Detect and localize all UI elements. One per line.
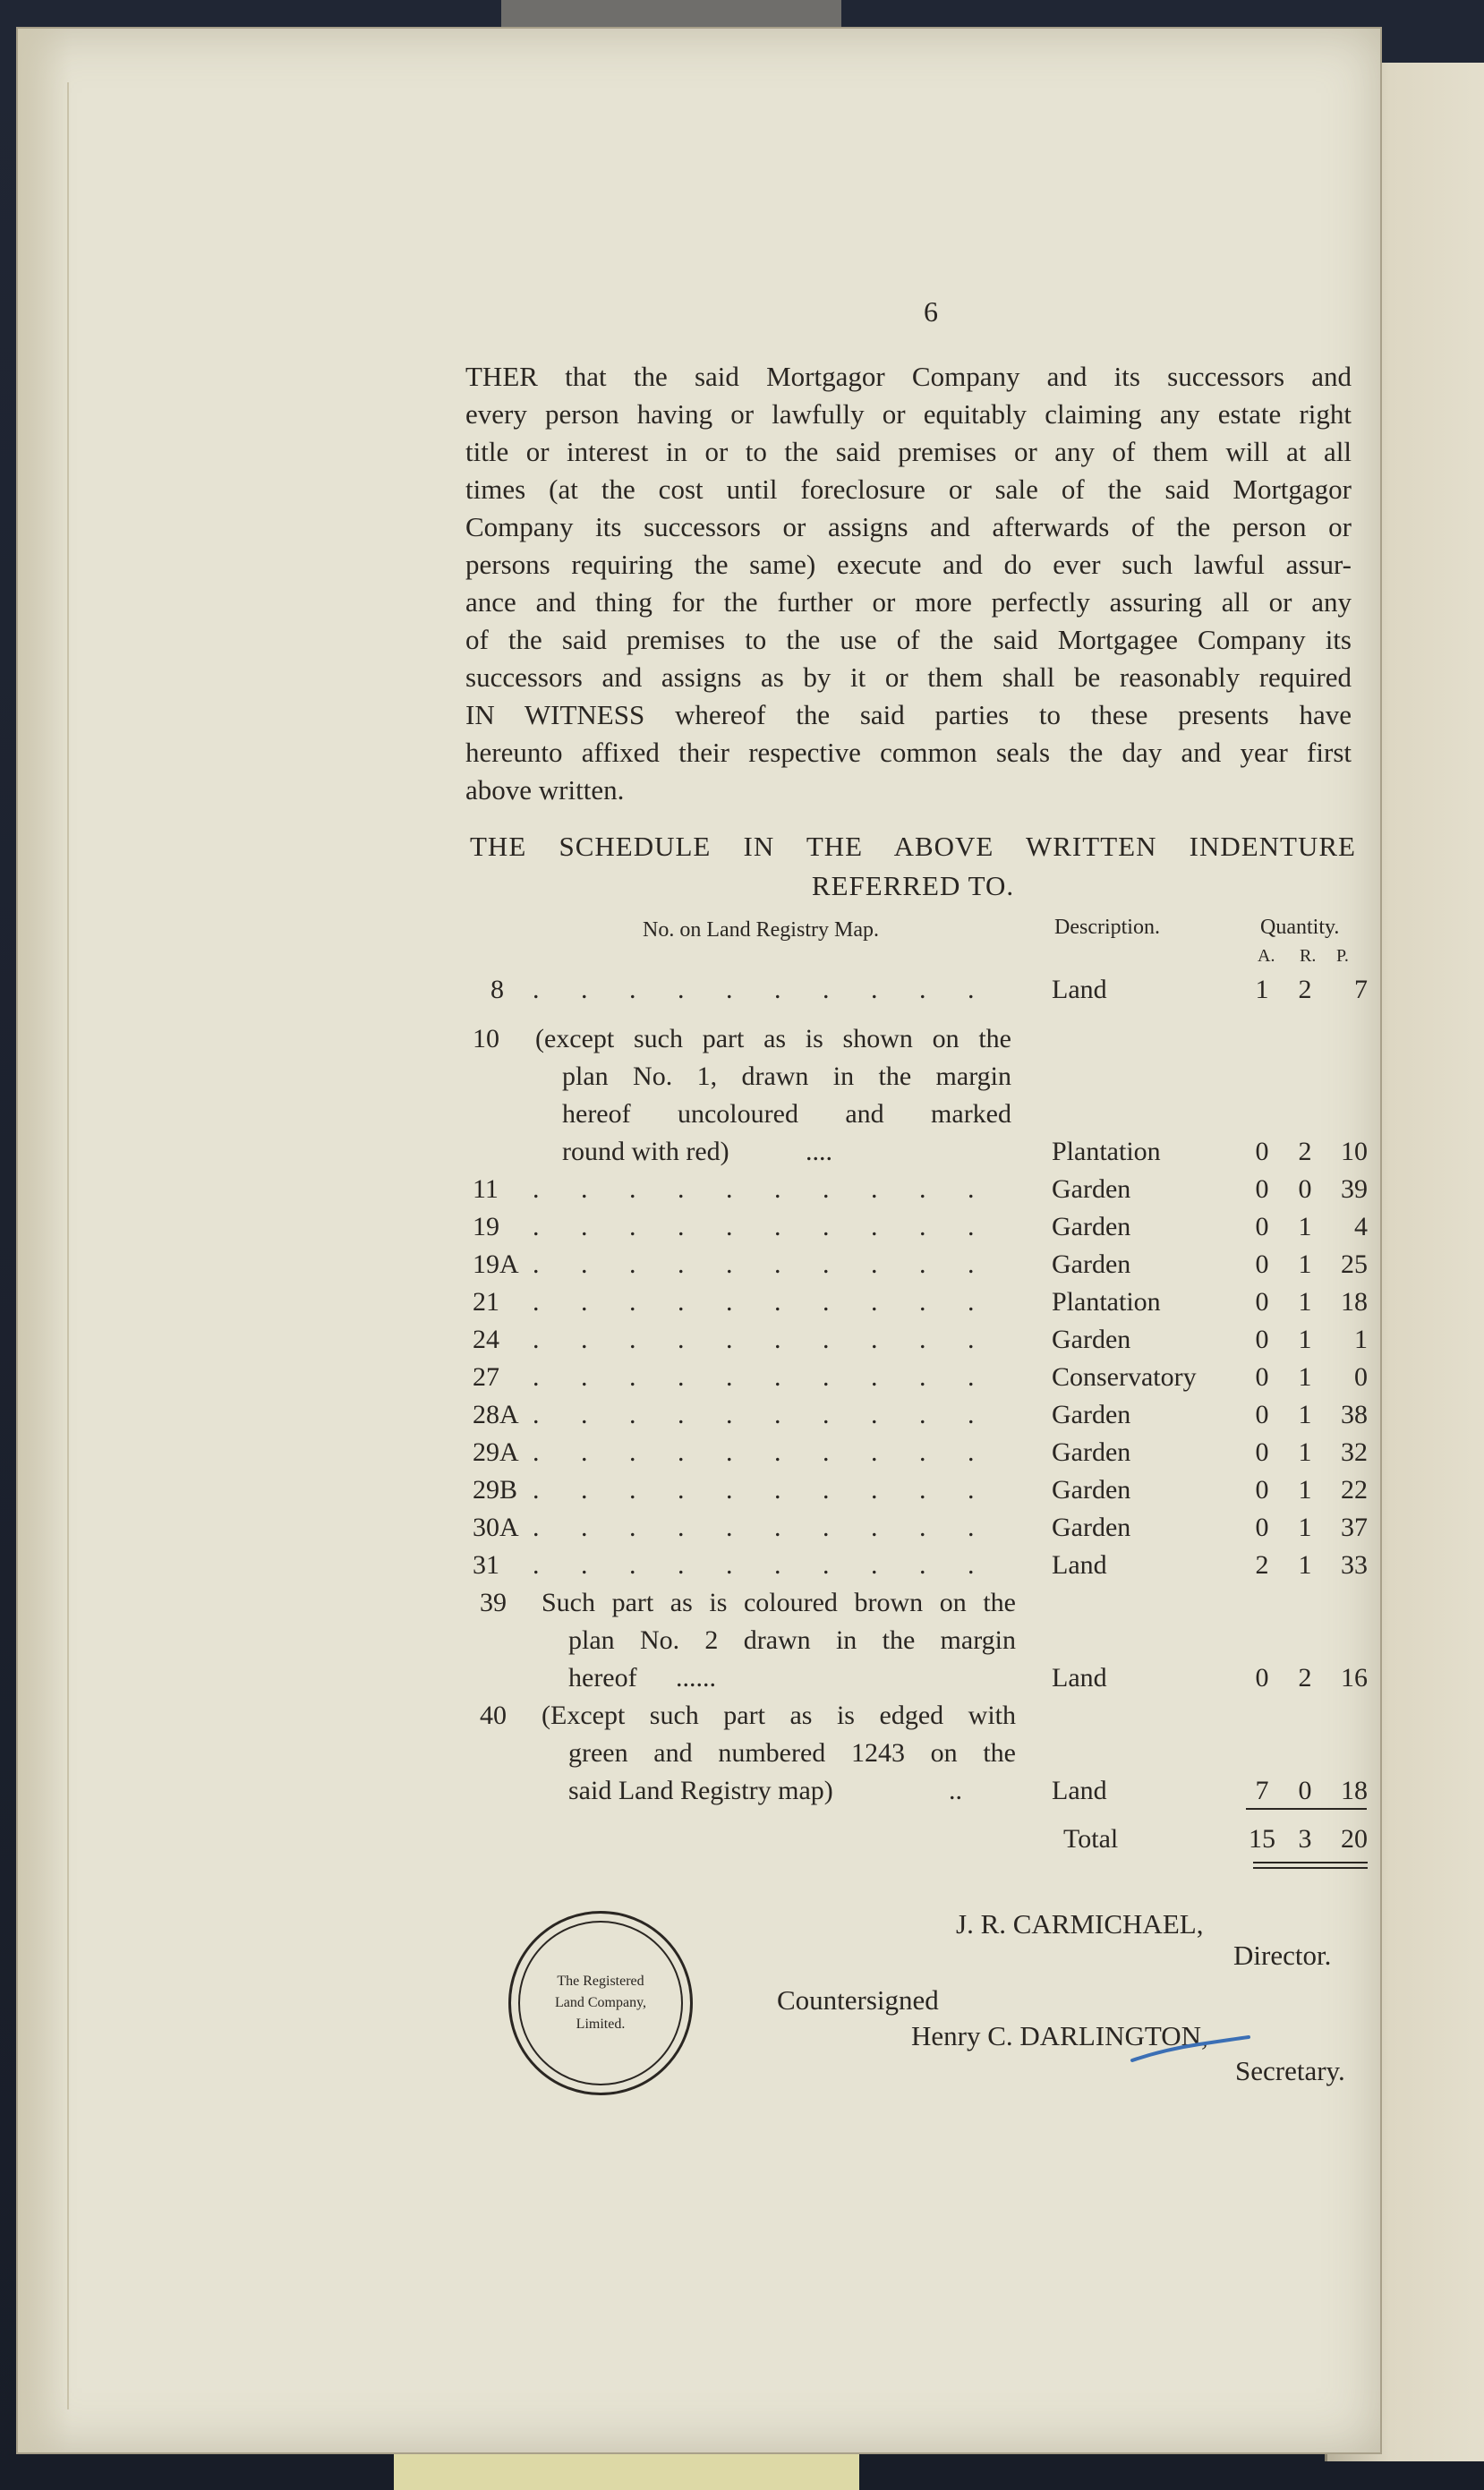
row-perches: 22 [1341, 1475, 1368, 1505]
leader-dot: . [774, 1325, 781, 1354]
leader-dot: . [823, 1287, 830, 1317]
table-row [0, 1321, 1484, 1359]
leader-dot: . [968, 1325, 975, 1354]
row-acres: 0 [1255, 1663, 1269, 1693]
leader-dot: . [871, 1437, 878, 1467]
total-double-rule [1253, 1862, 1368, 1869]
director-title: Director. [1233, 1940, 1332, 1971]
table-row [0, 1208, 1484, 1246]
row-description: Garden [1052, 1400, 1131, 1429]
leader-dots [533, 1283, 1016, 1321]
leader-dot: . [825, 1137, 832, 1166]
leader-dot: . [774, 975, 781, 1004]
leader-dot: . [726, 1550, 733, 1580]
row-text-line: hereof [568, 1663, 637, 1693]
page-number: 6 [924, 295, 938, 328]
leader-dot: . [689, 1663, 696, 1693]
row-roods: 1 [1298, 1212, 1312, 1241]
leader-dots [533, 1246, 1016, 1283]
leader-dot: . [726, 975, 733, 1004]
row-description: Garden [1052, 1212, 1131, 1241]
leader-dot: . [774, 1362, 781, 1392]
row-roods: 0 [1298, 1776, 1312, 1805]
leader-dot: . [629, 1437, 636, 1467]
column-header-acres: A. [1258, 946, 1275, 966]
row-description: Garden [1052, 1437, 1131, 1467]
leader-dot: . [774, 1550, 781, 1580]
company-seal-text [538, 1971, 663, 2035]
row-description: Plantation [1052, 1137, 1161, 1166]
leader-dot: . [629, 1212, 636, 1241]
row-text-line: (Except such part as is edged with [542, 1701, 1016, 1730]
row-perches: 37 [1341, 1513, 1368, 1542]
total-label: Total [1063, 1824, 1119, 1854]
leader-dot: . [726, 1400, 733, 1429]
leader-dots [533, 1509, 1016, 1547]
leader-dot: . [871, 1550, 878, 1580]
leader-dot: . [533, 1325, 540, 1354]
schedule-title-line-1: THE SCHEDULE IN THE ABOVE WRITTEN INDENTURE [470, 831, 1356, 862]
leader-dot: . [774, 1287, 781, 1317]
leader-dot: . [968, 1400, 975, 1429]
paragraph-line: above written. [465, 774, 625, 806]
leader-dot: . [533, 1287, 540, 1317]
leader-dot: . [774, 1437, 781, 1467]
paragraph-line: IN WITNESS whereof the said parties to these presents have [465, 699, 1352, 730]
row-perches: 1 [1354, 1325, 1368, 1354]
secretary-title: Secretary. [1235, 2055, 1345, 2086]
row-roods: 1 [1298, 1550, 1312, 1580]
column-header-perches: P. [1336, 946, 1349, 966]
leader-dot: . [678, 1212, 685, 1241]
row-map-number: 10 [473, 1024, 499, 1053]
total-perches: 20 [1341, 1824, 1368, 1854]
leader-dot: . [682, 1663, 689, 1693]
leader-dot: . [678, 1400, 685, 1429]
leader-dot: . [871, 1362, 878, 1392]
table-row [0, 1246, 1484, 1283]
leader-dot: . [533, 1174, 540, 1204]
paragraph-line: THER that the said Mortgagor Company and its successors and [465, 361, 1352, 392]
leader-dot: . [581, 1437, 588, 1467]
leader-dot: . [871, 1174, 878, 1204]
leader-dots [533, 1547, 1016, 1584]
row-map-number: 31 [473, 1550, 499, 1580]
leader-dot: . [629, 1362, 636, 1392]
leader-dot: . [581, 1400, 588, 1429]
row-map-number: 19 [473, 1212, 499, 1241]
row-map-number: 30A [473, 1513, 519, 1542]
leader-dot: . [581, 1287, 588, 1317]
paragraph-line: title or interest in or to the said premises or any of them will at all [465, 436, 1352, 467]
row-acres: 0 [1255, 1475, 1269, 1505]
row-roods: 1 [1298, 1437, 1312, 1467]
leader-dot: . [919, 975, 926, 1004]
paragraph-line: times (at the cost until foreclosure or sale of the said Mortgagor [465, 473, 1352, 505]
leader-dot: . [919, 1400, 926, 1429]
row-perches: 32 [1341, 1437, 1368, 1467]
leader-dot: . [678, 1437, 685, 1467]
leader-dot: . [823, 1174, 830, 1204]
row-description: Conservatory [1052, 1362, 1197, 1392]
leader-dots [533, 971, 1016, 1009]
leader-dot: . [968, 1212, 975, 1241]
table-row [0, 1171, 1484, 1208]
leader-dot: . [629, 1550, 636, 1580]
row-map-number: 29A [473, 1437, 519, 1467]
leader-dot: . [629, 1325, 636, 1354]
leader-dot: . [774, 1400, 781, 1429]
indenture-paragraph [465, 358, 1352, 809]
row-roods: 1 [1298, 1287, 1312, 1317]
row-roods: 1 [1298, 1325, 1312, 1354]
leader-dots [533, 1321, 1016, 1359]
leader-dot: . [726, 1325, 733, 1354]
leader-dot: . [678, 975, 685, 1004]
row-acres: 7 [1255, 1776, 1269, 1805]
leader-dot: . [919, 1475, 926, 1505]
leader-dots [533, 1471, 1016, 1509]
leader-dot: . [678, 1249, 685, 1279]
seal-line-3: Limited. [576, 2017, 626, 2032]
leader-dot: . [709, 1663, 716, 1693]
leader-dot: . [774, 1475, 781, 1505]
leader-dot: . [703, 1663, 710, 1693]
leader-dot: . [629, 1513, 636, 1542]
total-acres: 15 [1249, 1824, 1275, 1854]
leader-dot: . [968, 975, 975, 1004]
table-row-quantity [0, 1659, 1484, 1697]
director-name: J. R. CARMICHAEL, [956, 1908, 1204, 1940]
leader-dot: . [968, 1550, 975, 1580]
leader-dot: . [823, 1325, 830, 1354]
leader-dot: . [955, 1776, 962, 1805]
row-acres: 0 [1255, 1362, 1269, 1392]
leader-dot: . [774, 1249, 781, 1279]
leader-dot: . [726, 1287, 733, 1317]
leader-dot: . [678, 1174, 685, 1204]
table-row [0, 1283, 1484, 1321]
row-text-line: green and numbered 1243 on the [568, 1738, 1016, 1768]
table-row [0, 1434, 1484, 1471]
row-roods: 1 [1298, 1400, 1312, 1429]
leader-dot: . [812, 1137, 819, 1166]
leader-dot: . [629, 1174, 636, 1204]
row-perches: 38 [1341, 1400, 1368, 1429]
leader-dot: . [678, 1287, 685, 1317]
leader-dot: . [581, 975, 588, 1004]
leader-dot: . [919, 1249, 926, 1279]
row-map-number: 29B [473, 1475, 518, 1505]
leader-dot: . [533, 1550, 540, 1580]
leader-dot: . [629, 1287, 636, 1317]
table-row [0, 1396, 1484, 1434]
leader-dot: . [871, 1475, 878, 1505]
row-description: Garden [1052, 1475, 1131, 1505]
row-perches: 7 [1354, 975, 1368, 1004]
row-acres: 0 [1255, 1437, 1269, 1467]
leader-dot: . [823, 1249, 830, 1279]
leader-dot: . [629, 975, 636, 1004]
row-roods: 2 [1298, 975, 1312, 1004]
leader-dot: . [678, 1475, 685, 1505]
leader-dot: . [871, 1212, 878, 1241]
leader-dot: . [726, 1174, 733, 1204]
countersigned-label: Countersigned [777, 1984, 939, 2016]
row-acres: 0 [1255, 1174, 1269, 1204]
row-roods: 1 [1298, 1362, 1312, 1392]
total-roods: 3 [1298, 1824, 1312, 1854]
row-description: Land [1052, 1776, 1107, 1805]
leader-dot: . [678, 1325, 685, 1354]
leader-dot: . [823, 1437, 830, 1467]
leader-dot: . [968, 1362, 975, 1392]
leader-dot: . [533, 1212, 540, 1241]
table-row [0, 971, 1484, 1009]
leader-dot: . [676, 1663, 683, 1693]
schedule-title [470, 827, 1356, 906]
row-description: Garden [1052, 1249, 1131, 1279]
row-map-number: 8 [490, 975, 504, 1004]
row-acres: 1 [1255, 975, 1269, 1004]
leader-dot: . [919, 1212, 926, 1241]
column-header-roods: R. [1300, 946, 1317, 966]
column-header-quantity: Quantity. [1260, 916, 1340, 939]
leader-dot: . [871, 1249, 878, 1279]
leader-dot: . [726, 1362, 733, 1392]
row-perches: 4 [1354, 1212, 1368, 1241]
row-description: Garden [1052, 1325, 1131, 1354]
leader-dot: . [581, 1212, 588, 1241]
leader-dot: . [695, 1663, 703, 1693]
secretary-name: Henry C. DARLINGTON, [911, 2020, 1208, 2051]
leader-dot: . [823, 1212, 830, 1241]
row-text-line: Such part as is coloured brown on the [542, 1588, 1016, 1617]
column-header-map-number: No. on Land Registry Map. [643, 918, 879, 942]
row-acres: 0 [1255, 1513, 1269, 1542]
leader-dot: . [629, 1475, 636, 1505]
row-map-number: 11 [473, 1174, 499, 1204]
leader-dot: . [533, 1362, 540, 1392]
leader-dot: . [919, 1287, 926, 1317]
leader-dot: . [581, 1513, 588, 1542]
row-perches: 39 [1341, 1174, 1368, 1204]
row-description: Land [1052, 975, 1107, 1004]
leader-dot: . [533, 975, 540, 1004]
total-row [0, 1821, 1484, 1858]
leader-dot: . [919, 1550, 926, 1580]
leader-dot: . [823, 1475, 830, 1505]
leader-dot: . [968, 1287, 975, 1317]
leader-dots [533, 1396, 1016, 1434]
row-map-number: 28A [473, 1400, 519, 1429]
row-acres: 0 [1255, 1137, 1269, 1166]
row-map-number: 19A [473, 1249, 519, 1279]
paragraph-line: of the said premises to the use of the said Mortgagee Company its [465, 624, 1352, 655]
leader-dot: . [581, 1362, 588, 1392]
leader-dot: . [726, 1212, 733, 1241]
row-perches: 25 [1341, 1249, 1368, 1279]
company-seal-inner-ring [518, 1921, 683, 2085]
row-text-line: plan No. 2 drawn in the margin [568, 1625, 1016, 1655]
paragraph-line: Company its successors or assigns and afterwards of the person or [465, 511, 1352, 542]
row-roods: 1 [1298, 1513, 1312, 1542]
row-map-number: 21 [473, 1287, 499, 1317]
row-description: Garden [1052, 1174, 1131, 1204]
leader-dot: . [581, 1475, 588, 1505]
row-perches: 10 [1341, 1137, 1368, 1166]
row-text-line: round with red) [562, 1137, 729, 1166]
leader-dot: . [919, 1174, 926, 1204]
leader-dot: . [726, 1249, 733, 1279]
leader-dot: . [919, 1362, 926, 1392]
paragraph-line: ance and thing for the further or more perfectly assuring all or any [465, 586, 1352, 618]
leader-dot: . [871, 1513, 878, 1542]
row-text-line: hereof uncoloured and marked [562, 1099, 1011, 1129]
leader-dot: . [919, 1325, 926, 1354]
leader-dot: . [968, 1513, 975, 1542]
row-description: Land [1052, 1663, 1107, 1693]
table-row [0, 1509, 1484, 1547]
row-roods: 0 [1298, 1174, 1312, 1204]
leader-dot: . [968, 1437, 975, 1467]
seal-line-1: The Registered [557, 1974, 644, 1989]
row-description: Plantation [1052, 1287, 1161, 1317]
table-row-quantity [0, 1133, 1484, 1171]
leader-dot: . [774, 1513, 781, 1542]
leader-dot: . [968, 1174, 975, 1204]
schedule-title-line-2: REFERRED TO. [811, 870, 1015, 901]
row-map-number: 39 [480, 1588, 507, 1617]
leader-dot: . [726, 1437, 733, 1467]
leader-dot: . [968, 1475, 975, 1505]
leader-dot: . [726, 1475, 733, 1505]
paragraph-line: hereunto affixed their respective common seals the day and year first [465, 737, 1352, 768]
paragraph-line: successors and assigns as by it or them shall be reasonably required [465, 661, 1352, 693]
leader-dot: . [533, 1249, 540, 1279]
leader-dots [533, 1434, 1016, 1471]
row-text-line: said Land Registry map) [568, 1776, 833, 1805]
leader-dot: . [823, 1400, 830, 1429]
leader-dot: . [581, 1325, 588, 1354]
leader-dot: . [823, 1550, 830, 1580]
leader-dot: . [533, 1475, 540, 1505]
row-map-number: 24 [473, 1325, 499, 1354]
leader-dot: . [968, 1249, 975, 1279]
row-roods: 2 [1298, 1137, 1312, 1166]
leader-dot: . [629, 1400, 636, 1429]
leader-dot: . [678, 1550, 685, 1580]
row-acres: 0 [1255, 1249, 1269, 1279]
total-rule [1246, 1808, 1367, 1810]
row-map-number: 40 [480, 1701, 507, 1730]
row-text-line: (except such part as is shown on the [535, 1024, 1011, 1053]
leader-dot: . [823, 1362, 830, 1392]
leader-dot: . [533, 1400, 540, 1429]
row-acres: 0 [1255, 1212, 1269, 1241]
leader-dot: . [678, 1513, 685, 1542]
leader-dot: . [774, 1174, 781, 1204]
leader-dot: . [533, 1513, 540, 1542]
table-row [0, 1359, 1484, 1396]
leader-dot: . [823, 1513, 830, 1542]
row-description: Garden [1052, 1513, 1131, 1542]
leader-dots [533, 1171, 1016, 1208]
leader-dots [533, 1208, 1016, 1246]
table-row-quantity [0, 1772, 1484, 1810]
leader-dot: . [533, 1437, 540, 1467]
leader-dot: . [823, 975, 830, 1004]
row-map-number: 27 [473, 1362, 499, 1392]
row-text-line: plan No. 1, drawn in the margin [562, 1062, 1011, 1091]
row-acres: 0 [1255, 1325, 1269, 1354]
leader-dot: . [678, 1362, 685, 1392]
row-acres: 2 [1255, 1550, 1269, 1580]
leader-dot: . [726, 1513, 733, 1542]
row-roods: 2 [1298, 1663, 1312, 1693]
row-perches: 18 [1341, 1287, 1368, 1317]
row-roods: 1 [1298, 1249, 1312, 1279]
leader-dot: . [919, 1513, 926, 1542]
leader-dot: . [806, 1137, 813, 1166]
row-roods: 1 [1298, 1475, 1312, 1505]
table-row [0, 1471, 1484, 1509]
row-perches: 18 [1341, 1776, 1368, 1805]
row-perches: 0 [1354, 1362, 1368, 1392]
leader-dot: . [871, 1325, 878, 1354]
row-acres: 0 [1255, 1400, 1269, 1429]
leader-dot: . [581, 1249, 588, 1279]
leader-dot: . [871, 1287, 878, 1317]
company-seal [508, 1911, 693, 2095]
row-perches: 33 [1341, 1550, 1368, 1580]
seal-line-2: Land Company, [554, 1995, 647, 2010]
leader-dot: . [871, 1400, 878, 1429]
leader-dot: . [949, 1776, 956, 1805]
row-perches: 16 [1341, 1663, 1368, 1693]
leader-dot: . [871, 975, 878, 1004]
leader-dot: . [581, 1550, 588, 1580]
leader-dot: . [629, 1249, 636, 1279]
paragraph-line: persons requiring the same) execute and do ever such lawful assur- [465, 549, 1352, 580]
table-row [0, 1547, 1484, 1584]
leader-dot: . [819, 1137, 826, 1166]
paragraph-line: every person having or lawfully or equitably claiming any estate right [465, 398, 1352, 430]
leader-dot: . [581, 1174, 588, 1204]
row-description: Land [1052, 1550, 1107, 1580]
leader-dots [533, 1359, 1016, 1396]
pen-stroke-mark [1128, 2032, 1253, 2068]
leader-dot: . [919, 1437, 926, 1467]
row-acres: 0 [1255, 1287, 1269, 1317]
leader-dot: . [774, 1212, 781, 1241]
column-header-description: Description. [1054, 916, 1160, 939]
